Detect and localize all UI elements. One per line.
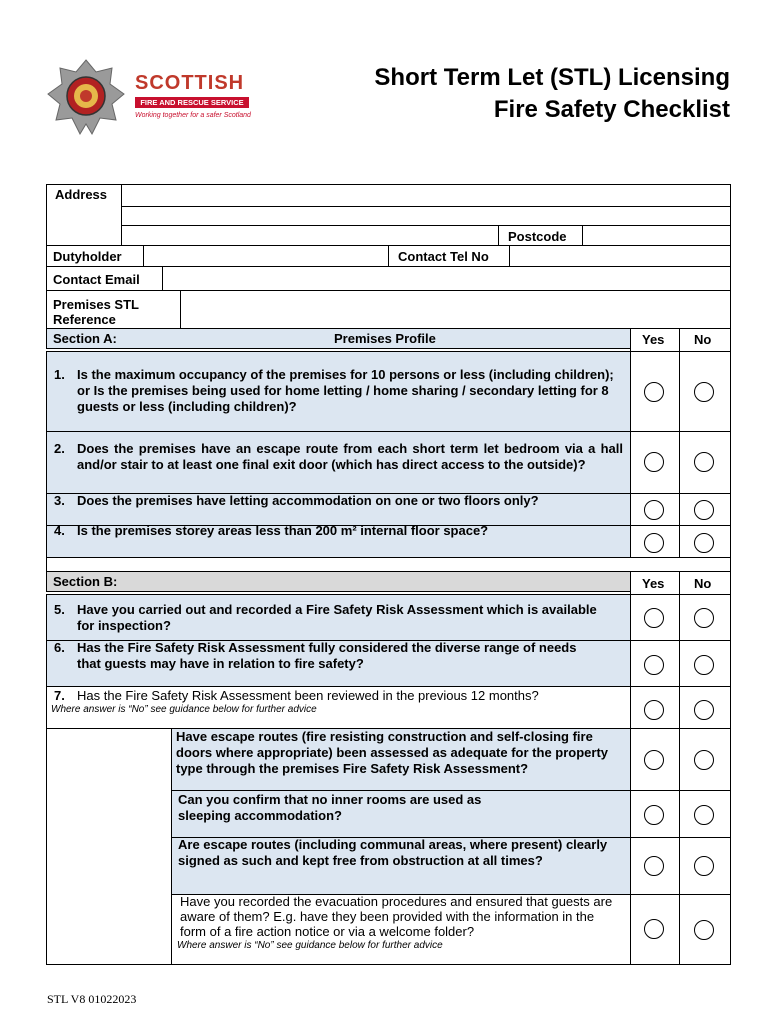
postcode-field[interactable]	[582, 225, 731, 246]
question-11-note: Where answer is “No” see guidance below for further advice	[177, 940, 443, 951]
postcode-label: Postcode	[508, 229, 567, 244]
title-line-1: Short Term Let (STL) Licensing	[374, 64, 730, 91]
q8-yes-radio[interactable]	[644, 750, 664, 770]
contact-email-label: Contact Email	[53, 272, 140, 287]
section-b-label: Section B:	[53, 574, 118, 589]
sfrs-crest-icon	[46, 58, 126, 138]
q7-yes-radio[interactable]	[644, 700, 664, 720]
q10-no-radio[interactable]	[694, 856, 714, 876]
question-6-text: Has the Fire Safety Risk Assessment fully considered the diverse range of needs that guests may have in relation to fire safety?	[77, 640, 577, 671]
contact-tel-label: Contact Tel No	[398, 249, 489, 264]
premises-ref-label: Premises STL Reference	[53, 297, 139, 327]
address-field-3[interactable]	[121, 225, 499, 246]
section-b-no-header: No	[694, 576, 712, 591]
section-a-yes-header: Yes	[642, 332, 665, 347]
section-a-label: Section A:	[53, 331, 117, 346]
section-a-no-header: No	[694, 332, 712, 347]
question-8-text: Have escape routes (fire resisting construction and self-closing fire doors where appropriate) been assessed as adequate for the property type through the premises Fire Safety Risk Assessment?	[176, 729, 609, 776]
logo-brand-sub: FIRE AND RESCUE SERVICE	[135, 97, 249, 108]
page-title	[374, 62, 730, 126]
question-7-note: Where answer is “No” see guidance below for further advice	[51, 704, 317, 715]
contact-tel-field[interactable]	[509, 245, 731, 267]
address-field-2[interactable]	[121, 206, 731, 226]
q5-yes-radio[interactable]	[644, 608, 664, 628]
question-10-text: Are escape routes (including communal areas, where present) clearly signed as such and kept free from obstruction at all times?	[178, 837, 608, 868]
logo-tagline: Working together for a safer Scotland	[135, 112, 251, 119]
q2-yes-radio[interactable]	[644, 452, 664, 472]
question-2-text: Does the premises have an escape route from each short term let bedroom via a hall and/or stair to at least one final exit door (which has direct access to the outside)?	[77, 441, 623, 472]
question-11-text: Have you recorded the evacuation procedures and ensured that guests are aware of them? E.g. have they been provided with the information in the form of a fire action notice or via a welcome folder?	[180, 894, 613, 939]
q4-yes-radio[interactable]	[644, 533, 664, 553]
q1-no-radio[interactable]	[694, 382, 714, 402]
section-b-yes-header: Yes	[642, 576, 665, 591]
q6-yes-radio[interactable]	[644, 655, 664, 675]
sfrs-logo	[46, 58, 256, 138]
address-label: Address	[55, 187, 108, 202]
address-field-1[interactable]	[121, 184, 731, 207]
q8-no-radio[interactable]	[694, 750, 714, 770]
q11-yes-radio[interactable]	[644, 919, 664, 939]
dutyholder-field[interactable]	[143, 245, 389, 267]
q6-no-radio[interactable]	[694, 655, 714, 675]
q3-no-radio[interactable]	[694, 500, 714, 520]
q11-no-radio[interactable]	[694, 920, 714, 940]
q4-no-radio[interactable]	[694, 533, 714, 553]
dutyholder-label: Dutyholder	[53, 249, 122, 264]
question-5-text: Have you carried out and recorded a Fire Safety Risk Assessment which is available for inspection?	[77, 602, 597, 633]
q9-yes-radio[interactable]	[644, 805, 664, 825]
section-a-heading: Premises Profile	[334, 331, 436, 346]
question-9-text: Can you confirm that no inner rooms are used as sleeping accommodation?	[178, 792, 482, 823]
question-1-text: Is the maximum occupancy of the premises for 10 persons or less (including children); or Is the premises being used for home letting / home sharing / secondary letting for 8 guests or less (including children)?	[77, 367, 614, 414]
q2-no-radio[interactable]	[694, 452, 714, 472]
q10-yes-radio[interactable]	[644, 856, 664, 876]
q9-no-radio[interactable]	[694, 805, 714, 825]
q7-no-radio[interactable]	[694, 700, 714, 720]
premises-ref-field[interactable]	[180, 290, 731, 329]
document-reference: STL V8 01022023	[47, 992, 137, 1006]
q5-no-radio[interactable]	[694, 608, 714, 628]
q1-yes-radio[interactable]	[644, 382, 664, 402]
title-line-2: Fire Safety Checklist	[493, 96, 730, 123]
contact-email-field[interactable]	[162, 266, 731, 291]
question-4-text: Is the premises storey areas less than 200 m² internal floor space?	[77, 523, 489, 538]
logo-brand-name: SCOTTISH	[135, 72, 245, 94]
question-7-text: Has the Fire Safety Risk Assessment been reviewed in the previous 12 months?	[77, 688, 539, 703]
q3-yes-radio[interactable]	[644, 500, 664, 520]
question-3-text: Does the premises have letting accommodation on one or two floors only?	[77, 493, 539, 508]
section-b-header	[46, 571, 631, 592]
